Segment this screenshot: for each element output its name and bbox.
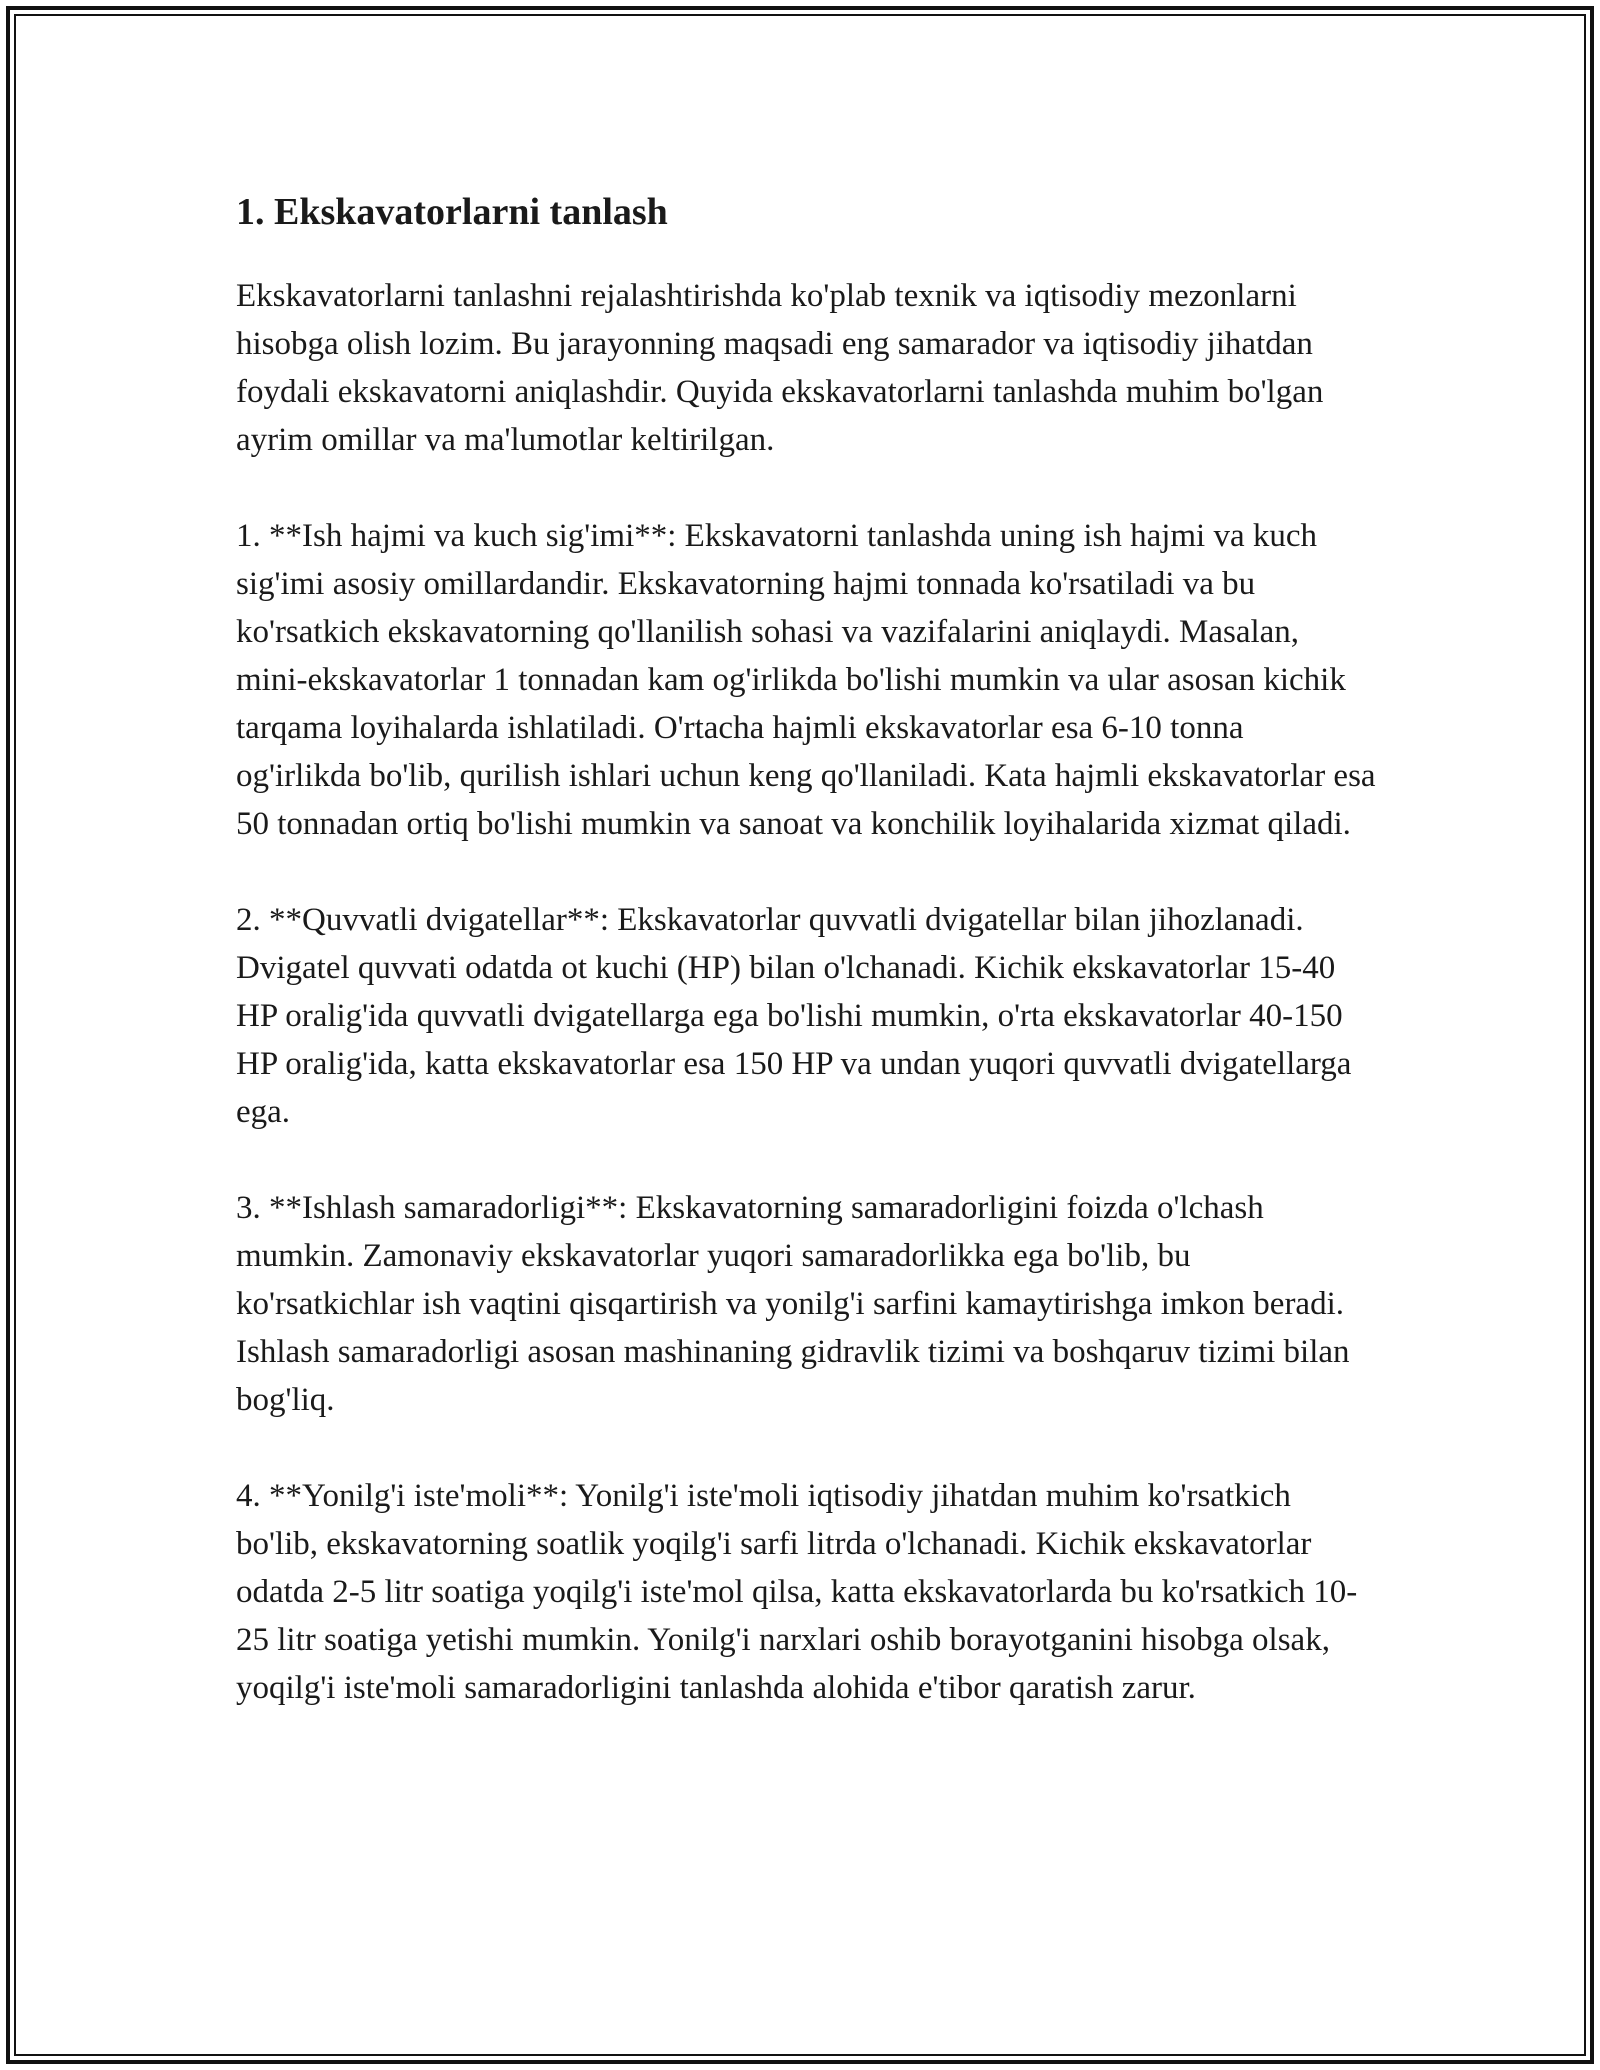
paragraph-engines: 2. **Quvvatli dvigatellar**: Ekskavatorlar quvvatli dvigatellar bilan jihozlanadi. Dvigatel quvvati odatda ot kuchi (HP) bilan o'lchanadi. Kichik ekskavatorlar 15-40 HP oralig'ida quvvatli dvigatellarga ega bo'lishi mumkin, o'rta ekskavatorlar 40-150 HP oralig'ida, katta ekskavatorlar esa 150 HP va undan yuqori quvvatli dvigatellarga ega. <box>236 902 1352 1130</box>
document-body <box>236 186 1376 1760</box>
intro-paragraph: Ekskavatorlarni tanlashni rejalashtirishda ko'plab texnik va iqtisodiy mezonlarni hisobga olish lozim. Bu jarayonning maqsadi eng samarador va iqtisodiy jihatdan foydali ekskavatorni aniqlashdir. Quyida ekskavatorlarni tanlashda muhim bo'lgan ayrim omillar va ma'lumotlar keltirilgan. <box>236 278 1324 458</box>
paragraph-work-volume: 1. **Ish hajmi va kuch sig'imi**: Ekskavatorni tanlashda uning ish hajmi va kuch sig'imi asosiy omillardandir. Ekskavatorning hajmi tonnada ko'rsatiladi va bu ko'rsatkich ekskavatorning qo'llanilish sohasi va vazifalarini aniqlaydi. Masalan, mini-ekskavatorlar 1 tonnadan kam og'irlikda bo'lishi mumkin va ular asosan kichik tarqama loyihalarda ishlatiladi. O'rtacha hajmli ekskavatorlar esa 6-10 tonna og'irlikda bo'lib, qurilish ishlari uchun keng qo'llaniladi. Kata hajmli ekskavatorlar esa 50 tonnadan ortiq bo'lishi mumkin va sanoat va konchilik loyihalarida xizmat qiladi. <box>236 518 1376 842</box>
paragraph-efficiency: 3. **Ishlash samaradorligi**: Ekskavatorning samaradorligini foizda o'lchash mumkin. Zamonaviy ekskavatorlar yuqori samaradorlikka ega bo'lib, bu ko'rsatkichlar ish vaqtini qisqartirish va yonilg'i sarfini kamaytirishga imkon beradi. Ishlash samaradorligi asosan mashinaning gidravlik tizimi va boshqaruv tizimi bilan bog'liq. <box>236 1190 1350 1418</box>
section-heading: 1. Ekskavatorlarni tanlash <box>236 191 668 233</box>
paragraph-fuel-consumption: 4. **Yonilg'i iste'moli**: Yonilg'i iste'moli iqtisodiy jihatdan muhim ko'rsatkich bo'lib, ekskavatorning soatlik yoqilg'i sarfi litrda o'lchanadi. Kichik ekskavatorlar odatda 2-5 litr soatiga yoqilg'i iste'mol qilsa, katta ekskavatorlarda bu ko'rsatkich 10-25 litr soatiga yetishi mumkin. Yonilg'i narxlari oshib borayotganini hisobga olsak, yoqilg'i iste'moli samaradorligini tanlashda alohida e'tibor qaratish zarur. <box>236 1478 1358 1706</box>
